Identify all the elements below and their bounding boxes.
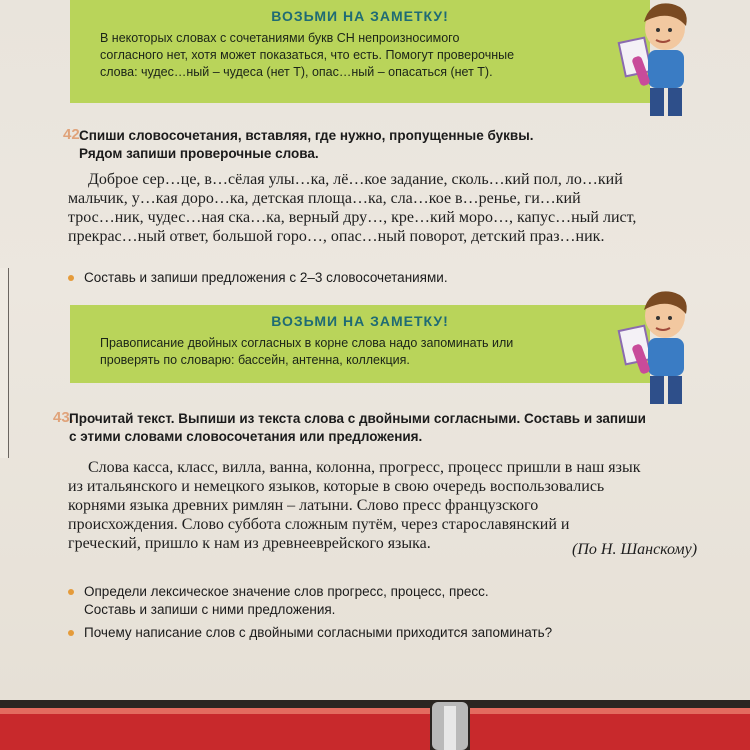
exercise-number: 43. xyxy=(53,409,74,426)
task-bullet: Определи лексическое значение слов прогресс, процесс, пресс. Составь и запиши с ними предложения. xyxy=(68,583,489,619)
bullet-icon xyxy=(68,275,74,281)
boy-illustration xyxy=(610,288,710,408)
source-attribution: (По Н. Шанскому) xyxy=(572,541,698,558)
exercise-instructions: Прочитай текст. Выпиши из текста слова с двойными согласными. Составь и запиши с этими словами словосочетания или предложения. xyxy=(69,411,646,444)
bullet-icon xyxy=(68,630,74,636)
exercise-instructions: Спиши словосочетания, вставляя, где нужно, пропущенные буквы. Рядом запиши проверочные слова. xyxy=(79,128,534,161)
adjacent-page-edge xyxy=(0,268,9,458)
exercise-text: Слова касса, класс, вилла, ванна, колонна, прогресс, процесс пришли в наш язык из итальянского и немецкого языков, которые в свою очередь воспользовались корнями языка древних римлян – латыни. Слово пресс французского происхождения. Слово суббота сложным путём, через старославянский и греческий, пришло к нам из древнееврейского языка. xyxy=(68,459,641,552)
bullet-icon xyxy=(68,589,74,595)
red-binder-clip xyxy=(0,700,750,750)
exercise-number: 42. xyxy=(63,126,84,143)
note-box-1 xyxy=(70,0,650,103)
boy-illustration xyxy=(610,0,710,120)
note-box-2 xyxy=(70,305,650,383)
note-title: ВОЗЬМИ НА ЗАМЕТКУ! xyxy=(271,313,449,329)
task-bullet: Почему написание слов с двойными согласными приходится запоминать? xyxy=(68,624,552,642)
note-title: ВОЗЬМИ НА ЗАМЕТКУ! xyxy=(271,8,449,24)
note-text: Правописание двойных согласных в корне слова надо запоминать или проверять по словарю: бассейн, антенна, коллекция. xyxy=(100,336,514,367)
exercise-text: Доброе сер…це, в…сёлая улы…ка, лё…кое задание, сколь…кий пол, ло…кий мальчик, у…кая доро…ка, детская площа…ка, сла…кое в…ренье, ги…кий трос…ник, чудес…ная ска…ка, верный дру…, кре…кий моро…, капус…ный лист, прекрас…ный ответ, большой горо…, опас…ный поворот, детский праз…ник. xyxy=(68,171,637,245)
note-text: В некоторых словах с сочетаниями букв СН непроизносимого согласного нет, хотя может показаться, что есть. Помогут проверочные слова: чудес…ный – чудеса (нет Т), опас…ный – опасаться (нет Т). xyxy=(100,31,515,79)
task-bullet: Составь и запиши предложения с 2–3 словосочетаниями. xyxy=(68,269,448,287)
